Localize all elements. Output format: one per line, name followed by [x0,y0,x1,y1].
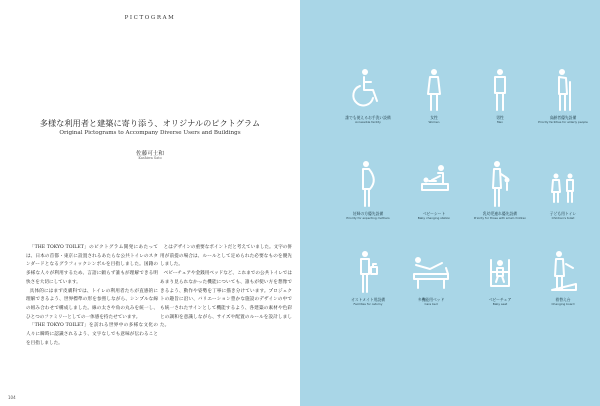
pictogram-caption: 乳幼児連れ優先設備 [482,211,518,216]
pictogram-accessible [333,68,403,124]
pictogram-elderly [528,68,598,124]
baby-seat-icon [414,160,454,208]
pictogram-caption: 多機能用ベッド [417,297,445,302]
pictogram-caption-en: Facilities for ostomy [353,302,383,306]
pictogram-changing-board [528,250,598,306]
body-column-1 [26,244,158,348]
pictogram-women [399,68,469,124]
changing-board-icon [546,250,580,294]
pictogram-baby-chair [465,250,535,306]
pictogram-caption-en: Baby changing station [417,216,451,220]
pictogram-caption-en: Men [496,120,504,124]
body-column-2 [160,244,292,331]
pictogram-caption-en: Accessible facility [355,120,381,124]
pictogram-caption: 誰でも使えるお手洗い設備 [345,115,391,120]
paragraph: 具体的にはまず皮膚科では、トイレの利用者たちが直感的に理解できるよう、世界標準の形を参照しながら、シンプルな線の組み合わせで構成しました。線の太さや角の丸みを統一し、ひとつのファミリーとしての一体感を持たせています。 [26,288,158,320]
article-subtitle: Original Pictograms to Accompany Diverse Users and Buildings [59,130,241,136]
pictogram-caption-en: Women [428,120,440,124]
article-title: 多様な利用者と建築に寄り添う、オリジナルのピクトグラム [39,118,261,128]
section-label: PICTOGRAM [124,15,176,21]
pictogram-ostomate [333,250,403,306]
paragraph: とはデザインの重要なポイントだと考えていました。文字の併用が前提の場合は、ルールとして定められた必要なものを優先しました。 [160,245,292,268]
pictogram-men [465,68,535,124]
pictogram-parent-child [465,160,535,220]
pictogram-caption: 女性 [430,115,438,120]
pictogram-caption-en: Baby seat [492,302,508,306]
pictogram-caption-en: Care bed [424,302,438,306]
pictogram-caption: ベビーチェア [488,297,512,302]
woman-icon [417,68,451,112]
pictogram-caption-en: Priority for expecting mothers [346,216,390,220]
baby-chair-icon [483,250,517,294]
page-number: 104 [8,395,16,400]
man-icon [483,68,517,112]
pictogram-caption: 高齢者優先設備 [549,115,577,120]
pregnant-icon [351,160,385,208]
pictogram-caption-en: Priority for those with small children [473,216,527,220]
ostomate-icon [351,250,385,294]
children-icon [546,160,580,208]
right-page [300,0,600,406]
pictogram-care-bed [396,250,466,306]
pictogram-caption: 着替え台 [555,297,571,302]
paragraph: 「THE TOKYO TOILET」のピクトグラム開発にあたっては、日本の首都・東京に設置されるあたらな公共トイレのスタンダードとなるグラフィックシンボルを目指しました。国籍の多様な人々が利用するため、言語に頼らず誰もが理解できる明快さを大切にしています。 [26,245,158,285]
pictogram-children [528,160,598,220]
pictogram-caption: 妊婦の方優先設備 [352,211,384,216]
pictogram-caption-en: Children's toilet [551,216,575,220]
wheelchair-icon [351,68,385,112]
pictogram-pregnant [333,160,403,220]
pictogram-caption: ベビーシート [422,211,446,216]
elderly-icon [546,68,580,112]
pictogram-baby-changing [399,160,469,220]
author-name: 佐藤可士和 [136,151,164,157]
pictogram-caption-en: Changing board [551,302,575,306]
pictogram-caption: 子ども用トイレ [549,211,577,216]
pictogram-caption-en: Priority facilities for elderly people [538,120,588,124]
pictogram-caption: 男性 [496,115,504,120]
parent-child-icon [483,160,517,208]
pictogram-caption: オストメイト用設備 [350,297,386,302]
care-bed-icon [408,250,454,294]
author-name-en: Kashiwa Sato [138,156,162,160]
paragraph: ベビーチェアや金銭用ベッドなど、これまでの公共トイレではあまり見られなかった機能についても、誰もが使い方を想像できるよう、動作や姿勢を丁寧に描き分けています。プロジェクトの趣旨に沿い、バリエーション豊かな施設のデザインの中でも統一されたサインとして機能するよう、各建築の素材や色彩との調和を意識しながら、サイズや配置のルールを設計しました。 [160,271,292,329]
paragraph: 「THE TOKYO TOILET」を訪れる世界中の多様な文化の人々に瞬時に認識されるよう、文字なしでも意味が伝わることを目指しました。 [26,323,158,346]
